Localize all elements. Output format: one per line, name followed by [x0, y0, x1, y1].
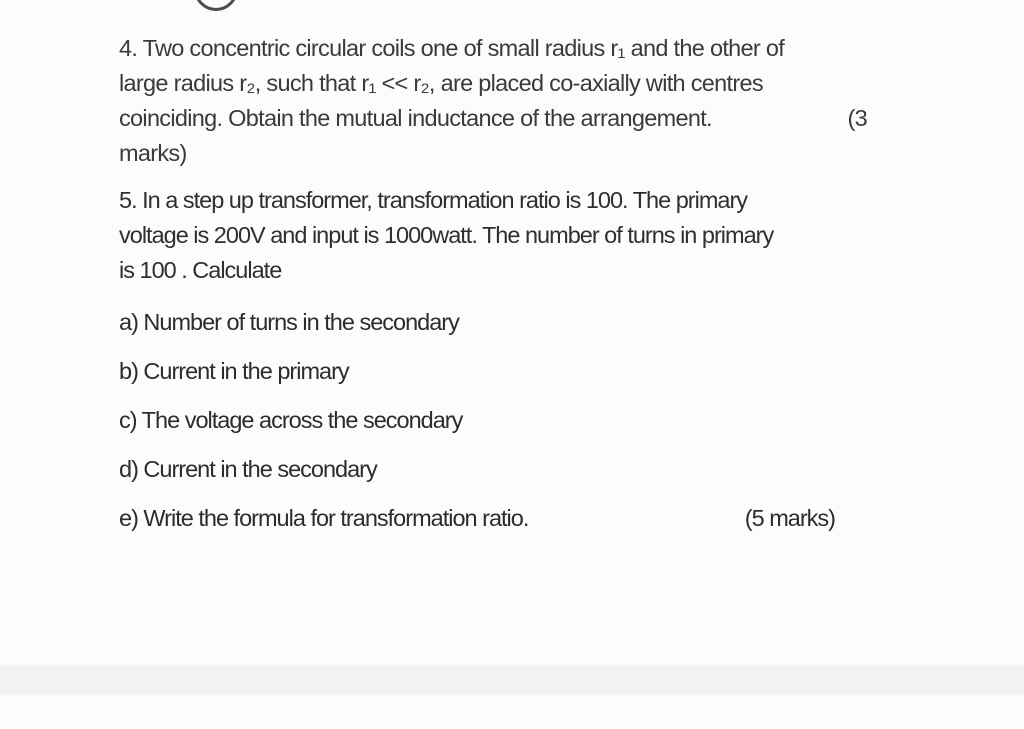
- question-5-subparts: [119, 305, 909, 536]
- page-content: [119, 31, 909, 550]
- subpart-e-text: e) Write the formula for transformation ratio.: [119, 505, 529, 531]
- footer-gray-band: [0, 664, 1024, 696]
- footer-white-strip: [0, 696, 1024, 729]
- subpart-a: a) Number of turns in the secondary: [119, 309, 459, 335]
- question-4-line-2: large radius r₂, such that r₁ << r₂, are placed co-axially with centres: [119, 70, 763, 96]
- question-5-line-2: voltage is 200V and input is 1000watt. The number of turns in primary: [119, 222, 774, 248]
- subpart-b: b) Current in the primary: [119, 358, 349, 384]
- question-4-line-3: [119, 101, 867, 136]
- subpart-e: [119, 501, 835, 536]
- question-4-line-4: marks): [119, 140, 187, 166]
- subpart-c: c) The voltage across the secondary: [119, 407, 463, 433]
- partial-circle-icon: [194, 0, 238, 11]
- question-4-marks-label: (3: [847, 105, 867, 131]
- question-5-line-1: 5. In a step up transformer, transformation ratio is 100. The primary: [119, 187, 748, 213]
- subpart-e-marks-label: (5 marks): [744, 505, 835, 531]
- question-4: [119, 31, 909, 171]
- question-4-line-1: 4. Two concentric circular coils one of small radius r₁ and the other of: [119, 35, 785, 61]
- subpart-d: d) Current in the secondary: [119, 456, 377, 482]
- question-5-line-3: is 100 . Calculate: [119, 257, 282, 283]
- question-4-line-3-text: coinciding. Obtain the mutual inductance of the arrangement.: [119, 105, 712, 131]
- question-5: [119, 183, 909, 288]
